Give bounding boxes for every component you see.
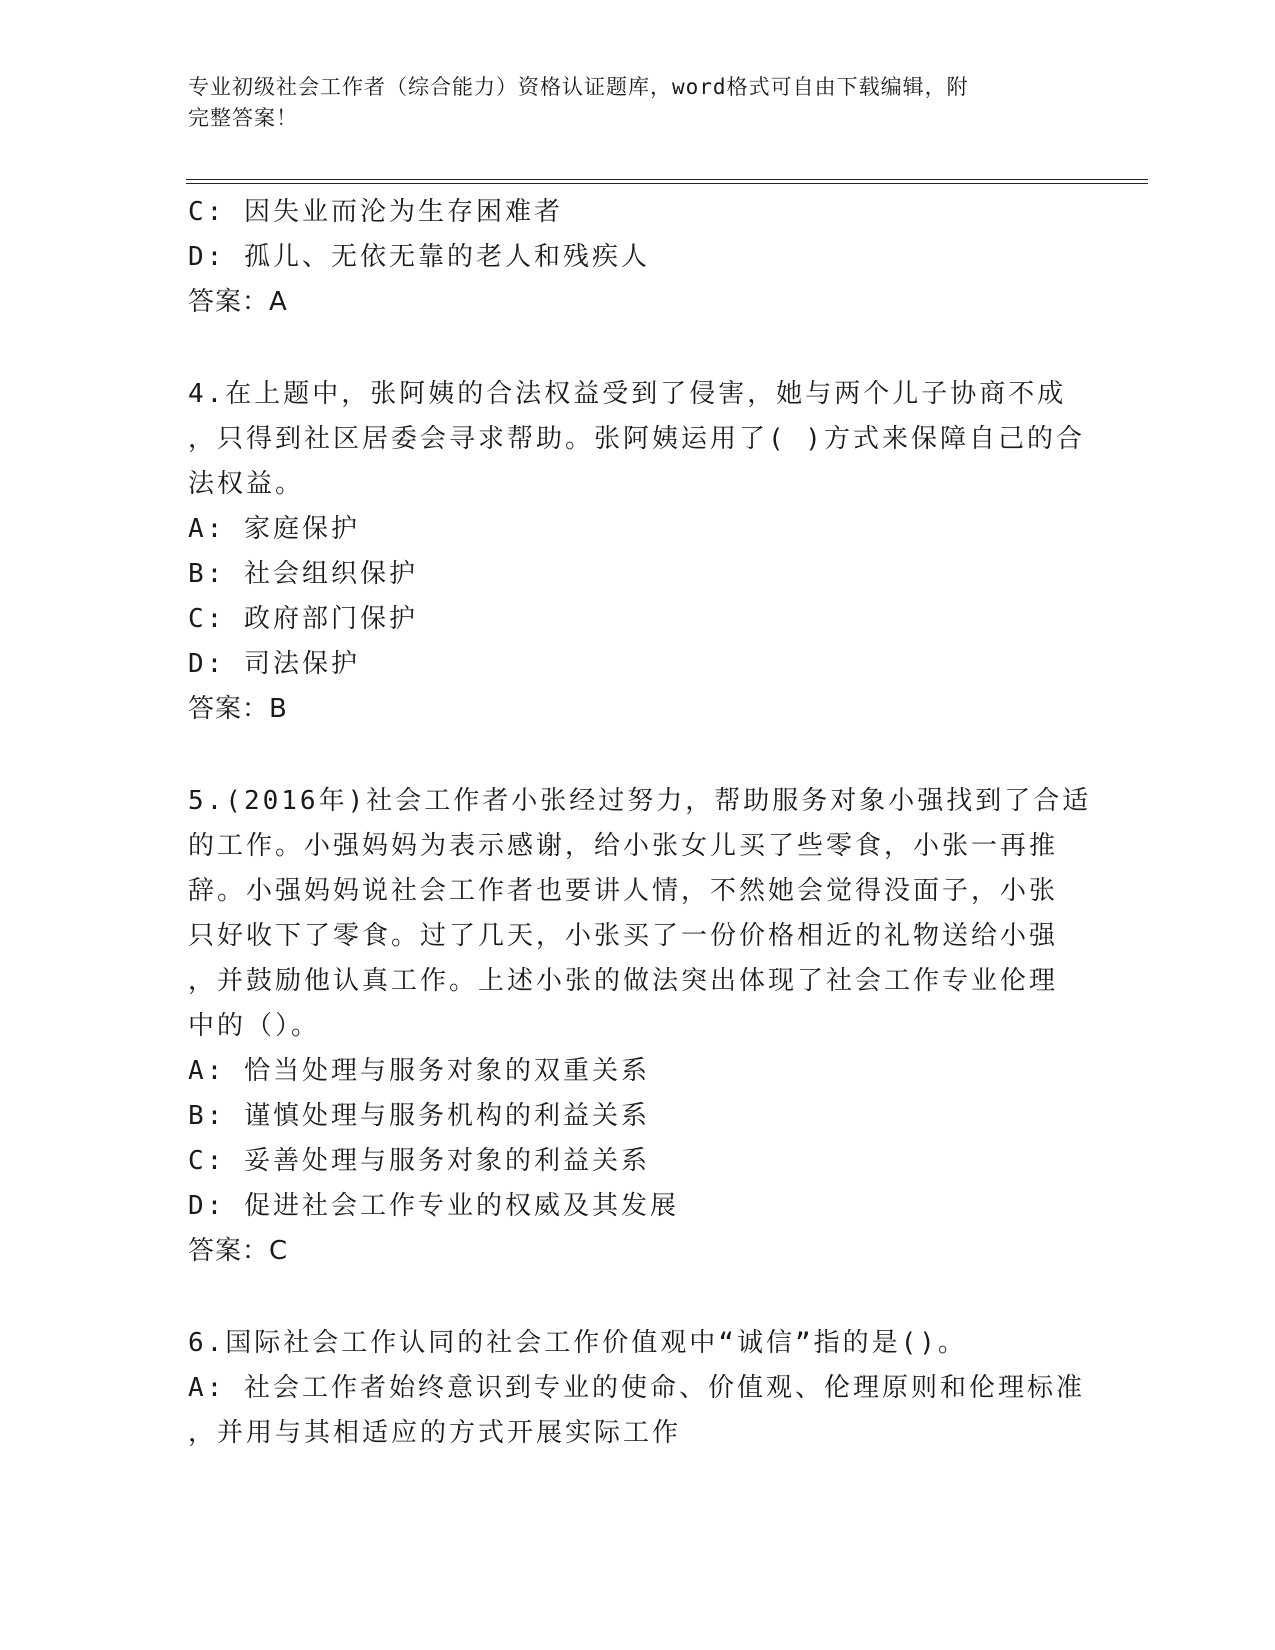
option-a: A: 社会工作者始终意识到专业的使命、价值观、伦理原则和伦理标准 — [188, 1373, 1085, 1403]
option-d: D: 孤儿、无依无靠的老人和残疾人 — [188, 242, 650, 272]
header-line-1: 专业初级社会工作者（综合能力）资格认证题库，word格式可自由下载编辑，附 — [188, 75, 969, 99]
question-5-stem-line: 5.(2016年)社会工作者小张经过努力，帮助服务对象小强找到了合适 — [188, 786, 1092, 816]
question-4-stem-line: 4.在上题中，张阿姨的合法权益受到了侵害，她与两个儿子协商不成 — [188, 379, 1067, 409]
question-5-stem-line: 辞。小强妈妈说社会工作者也要讲人情，不然她会觉得没面子，小张 — [188, 876, 1059, 906]
option-d: D: 司法保护 — [188, 649, 360, 679]
header-rule-top — [186, 179, 1148, 180]
option-b: B: 社会组织保护 — [188, 559, 418, 589]
option-c: C: 政府部门保护 — [188, 604, 418, 634]
option-a-continued: ，并用与其相适应的方式开展实际工作 — [188, 1418, 682, 1448]
option-c: C: 妥善处理与服务对象的利益关系 — [188, 1146, 650, 1176]
answer: 答案：C — [188, 1236, 289, 1266]
header-rule-bottom — [186, 183, 1148, 184]
question-4-stem-line: 法权益。 — [188, 469, 305, 499]
option-d: D: 促进社会工作专业的权威及其发展 — [188, 1191, 679, 1221]
option-a: A: 家庭保护 — [188, 514, 360, 544]
question-5-stem-line: 中的（）。 — [188, 1011, 321, 1041]
question-4-stem-line: ，只得到社区居委会寻求帮助。张阿姨运用了( )方式来保障自己的合 — [188, 424, 1085, 454]
document-header — [188, 72, 1068, 134]
question-5-stem-line: 的工作。小强妈妈为表示感谢，给小张女儿买了些零食，小张一再推 — [188, 831, 1059, 861]
header-line-2: 完整答案！ — [188, 106, 298, 130]
option-b: B: 谨慎处理与服务机构的利益关系 — [188, 1101, 650, 1131]
question-5-stem-line: 只好收下了零食。过了几天，小张买了一份价格相近的礼物送给小强 — [188, 921, 1059, 951]
answer: 答案：B — [188, 694, 288, 724]
question-5-stem-line: ，并鼓励他认真工作。上述小张的做法突出体现了社会工作专业伦理 — [188, 966, 1059, 996]
question-6-stem-line: 6.国际社会工作认同的社会工作价值观中“诚信”指的是()。 — [188, 1328, 967, 1358]
option-a: A: 恰当处理与服务对象的双重关系 — [188, 1056, 650, 1086]
answer: 答案：A — [188, 287, 288, 317]
document-body — [188, 190, 1092, 1456]
option-c: C: 因失业而沦为生存困难者 — [188, 197, 563, 227]
